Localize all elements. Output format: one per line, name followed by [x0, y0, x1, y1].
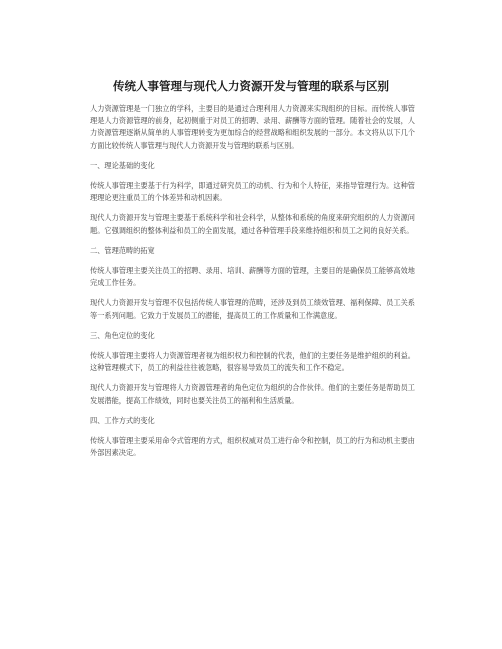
section-heading-theory: 一、理论基础的变化	[90, 160, 155, 170]
paragraph: 传统人事管理主要采用命令式管理的方式，组织权威对员工进行命令和控制，员工的行为和动机主要由外部因素决定。	[90, 436, 415, 458]
document-body	[90, 103, 415, 467]
section-heading-role: 三、角色定位的变化	[90, 330, 155, 340]
paragraph: 传统人事管理主要关注员工的招聘、录用、培训、薪酬等方面的管理，主要目的是确保员工能够高效地完成工作任务。	[90, 266, 415, 288]
intro-paragraph: 人力资源管理是一门独立的学科，主要目的是通过合理利用人力资源来实现组织的目标。而传统人事管理是人力资源管理的前身，起初侧重于对员工的招聘、录用、薪酬等方面的管理。随着社会的发展，人力资源管理逐渐从简单的人事管理转变为更加综合的经营战略和组织发展的一部分。本文将从以下几个方面比较传统人事管理与现代人力资源开发与管理的联系与区别。	[90, 104, 415, 150]
paragraph: 现代人力资源开发与管理主要基于系统科学和社会科学，从整体和系统的角度来研究组织的人力资源问题。它强调组织的整体利益和员工的全面发展，通过各种管理手段来维持组织和员工之间的良好关系。	[90, 213, 415, 235]
section-heading-work-style: 四、工作方式的变化	[90, 415, 155, 425]
document-title: 传统人事管理与现代人力资源开发与管理的联系与区别	[113, 79, 389, 93]
paragraph: 传统人事管理主要基于行为科学，即通过研究员工的动机、行为和个人特征，来指导管理行为。这种管理理论更注重员工的个体差异和动机因素。	[90, 181, 415, 203]
paragraph: 传统人事管理主要将人力资源管理者视为组织权力和控制的代表，他们的主要任务是维护组织的利益。这种管理模式下，员工的利益往往被忽略，很容易导致员工的流失和工作不稳定。	[90, 351, 415, 373]
paragraph: 现代人力资源开发与管理不仅包括传统人事管理的范畴，还涉及到员工绩效管理、福利保障、员工关系等一系列问题。它致力于发展员工的潜能，提高员工的工作质量和工作满意度。	[90, 298, 415, 320]
section-heading-scope: 二、管理范畴的拓宽	[90, 245, 155, 255]
paragraph: 现代人力资源开发与管理将人力资源管理者的角色定位为组织的合作伙伴。他们的主要任务是帮助员工发展潜能，提高工作绩效，同时也要关注员工的福利和生活质量。	[90, 383, 415, 405]
